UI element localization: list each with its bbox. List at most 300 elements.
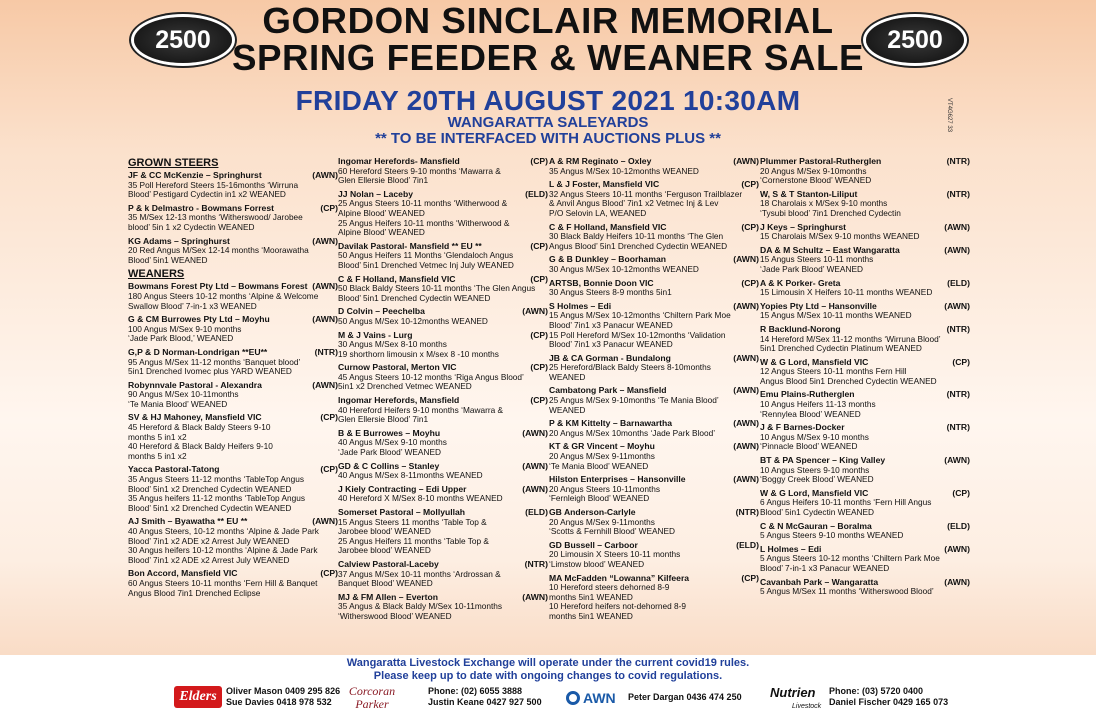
head-count-badge-right: 2500	[866, 17, 964, 63]
vendor-name: S Holmes – Edi	[549, 300, 612, 311]
lot-description: 30 Angus M/Sex 8-10 months	[338, 339, 447, 350]
lot-description: Angus Blood 5in1 Drenched Cydectin WEANED	[760, 375, 937, 386]
lot-description: 15 Angus Steers 10-11 months	[760, 254, 874, 265]
vendor-entry	[338, 484, 548, 504]
vendor-entry	[760, 455, 970, 485]
lot-description: 35 Angus M/Sex 10-12months WEANED	[549, 165, 699, 176]
vendor-name: A & K Porker- Greta	[760, 277, 841, 288]
agent-code: (ELD)	[525, 188, 548, 199]
head-count-badge-left: 2500	[134, 17, 232, 63]
vendor-header	[760, 324, 970, 335]
lot-description: Blood’ 5in1 Cydectin WEANED	[760, 507, 875, 517]
listing-column-4	[760, 156, 970, 600]
agent-code: (CP)	[741, 179, 759, 190]
lot-description: 30 Angus M/Sex 10-12months WEANED	[549, 263, 699, 274]
vendor-entry	[338, 507, 548, 556]
vendor-name: Plummer Pastoral-Rutherglen	[760, 156, 882, 166]
lot-description: Angus Blood 7in1 Drenched Eclipse	[128, 587, 261, 598]
lot-description: 40 Hereford Heifers 9-10 months ‘Mawarra &	[338, 404, 504, 415]
agent-code: (AWN)	[944, 455, 970, 466]
covid-notice-line-2: Please keep up to date with ongoing changes to covid regulations.	[373, 670, 723, 682]
vendor-name: A & RM Reginato – Oxley	[549, 156, 652, 166]
listing-column-2	[338, 156, 548, 625]
lot-description: WEANED	[549, 371, 586, 382]
lot-description: 10 Angus Heifers 11-13 months	[760, 399, 876, 410]
lot-description: ‘Cornerstone Blood’ WEANED	[760, 175, 872, 186]
lot-description: Jarobee blood’ WEANED	[338, 545, 431, 556]
vendor-name: BT & PA Spencer – King Valley	[760, 455, 886, 466]
vendor-header	[549, 507, 759, 518]
elders-contacts	[226, 686, 340, 708]
lot-description: ‘Jade Park Blood’ WEANED	[338, 447, 441, 458]
vendor-header	[128, 170, 338, 181]
title-line-1: GORDON SINCLAIR MEMORIAL	[262, 0, 834, 41]
agent-code: (CP)	[530, 395, 548, 406]
lot-description: 95 Angus M/Sex 11-12 months ‘Banquet blood’	[128, 356, 301, 367]
lot-description: months 5 in1 x2	[128, 431, 187, 442]
lot-description: 35 Angus Steers 11-12 months ‘TableTop Angus	[128, 474, 305, 485]
lot-description: ‘Jade Park Blood’ WEANED	[760, 263, 863, 274]
vendor-name: KT & GR Vincent – Moyhu	[549, 441, 655, 452]
lot-description: 10 Angus M/Sex 9-10 months	[760, 431, 869, 442]
nutrien-contact: Daniel Fischer 0429 165 073	[829, 697, 949, 707]
agent-code: (CP)	[530, 273, 548, 284]
vendor-entry	[760, 156, 970, 186]
vendor-name: GD & C Collins – Stanley	[338, 460, 440, 471]
vendor-entry	[338, 592, 548, 622]
agent-code: (CP)	[530, 362, 548, 373]
lot-description: 19 shorthorn limousin x M/sex 8 -10 months	[338, 348, 499, 359]
lot-description: ‘Limstow blood’ WEANED	[549, 558, 645, 569]
lot-description: 15 Angus Steers 11 months ‘Table Top &	[338, 516, 487, 527]
cp-logo-line-2: Parker	[355, 697, 389, 711]
lot-description: WEANED	[549, 404, 586, 415]
vendor-entry	[760, 222, 970, 242]
sale-title	[0, 2, 1096, 76]
vendor-name: C & N McGauran – Boralma	[760, 520, 872, 531]
vendor-name: Yacca Pastoral-Tatong	[128, 464, 220, 475]
vendor-name: ARTSB, Bonnie Doon VIC	[549, 277, 654, 288]
vendor-entry	[760, 389, 970, 419]
sale-venue: WANGARATTA SALEYARDS	[447, 114, 649, 131]
lot-description: 60 Angus Steers 10-11 months ‘Fern Hill & Banquet	[128, 577, 318, 588]
vendor-name: DA & M Schultz – East Wangaratta	[760, 244, 900, 255]
vendor-header	[338, 507, 548, 518]
vendor-entry	[338, 189, 548, 238]
lot-description: 5 Angus Steers 9-10 months WEANED	[760, 530, 904, 541]
agent-code: (AWN)	[312, 379, 338, 390]
lot-description: Angus Blood’ 5in1 Drenched Cydectin WEANED	[549, 240, 728, 251]
vendor-entry	[760, 324, 970, 354]
lot-description: 180 Angus Steers 10-12 months ‘Alpine & Welcome	[128, 290, 319, 301]
vendor-name: Bowmans Forest Pty Ltd – Bowmans Forest	[128, 281, 308, 292]
awn-logo	[566, 688, 622, 708]
vendor-name: W & G Lord, Mansfield VIC	[760, 356, 869, 367]
vendor-entry	[549, 385, 759, 415]
title-line-2: SPRING FEEDER & WEANER SALE	[232, 37, 864, 78]
vendor-name: Hilston Enterprises – Hansonville	[549, 474, 686, 485]
agent-code: (AWN)	[312, 235, 338, 246]
lot-description: & Anvil Angus Blood’ 7in1 x2 Vetmec Inj & Lev	[549, 198, 719, 209]
vendor-entry	[128, 464, 338, 513]
vendor-name: L & J Foster, Mansfield VIC	[549, 179, 660, 190]
vendor-name: G & CM Burrowes Pty Ltd – Moyhu	[128, 314, 270, 325]
vendor-name: GD Bussell – Carboor	[549, 539, 638, 550]
vendor-name: SV & HJ Mahoney, Mansfield VIC	[128, 412, 262, 423]
cp-contact: Justin Keane 0427 927 500	[428, 697, 542, 707]
vendor-entry	[549, 254, 759, 274]
agent-code: (ELD)	[947, 520, 970, 531]
vendor-name: JB & CA Gorman - Bundalong	[549, 352, 671, 363]
agent-code: (AWN)	[312, 516, 338, 527]
vendor-entry	[338, 428, 548, 458]
vendor-entry	[549, 474, 759, 504]
vendor-name: Emu Plains-Rutherglen	[760, 389, 855, 400]
lot-description: Blood’ Pestigard Cydectin in1 x2 WEANED	[128, 189, 286, 200]
lot-description: 15 Angus M/Sex 10-11 months WEANED	[760, 310, 912, 321]
agent-code: (AWN)	[944, 576, 970, 587]
vendor-header	[128, 347, 338, 358]
agent-code: (AWN)	[312, 281, 338, 292]
elders-contact-2: Sue Davies 0418 978 532	[226, 697, 332, 707]
vendor-name: W, S & T Stanton-Liliput	[760, 188, 858, 199]
lot-description: 40 Hereford & Black Baldy Heifers 9-10	[128, 441, 273, 452]
vendor-entry	[549, 222, 759, 252]
lot-description: 25 Angus Heifers 11 months ‘Table Top &	[338, 535, 489, 546]
vendor-name: P & k Delmastro - Bowmans Forrest	[128, 202, 274, 213]
agent-code: (CP)	[952, 487, 970, 498]
vendor-name: Curnow Pastoral, Merton VIC	[338, 362, 457, 373]
vendor-name: Robynnvale Pastoral - Alexandra	[128, 379, 262, 390]
lot-description: 12 Angus Steers 10-11 months Fern Hill	[760, 366, 907, 377]
lot-description: 32 Angus Steers 10-11 months ‘Ferguson Trailblazer	[549, 188, 743, 199]
awn-contact: Peter Dargan 0436 474 250	[628, 692, 742, 702]
vendor-entry	[128, 236, 338, 266]
vendor-entry	[760, 357, 970, 387]
lot-description: 5in1 Drenched Ivomec plus YARD WEANED	[128, 366, 292, 377]
vendor-name: J & F Barnes-Docker	[760, 422, 845, 433]
agent-code: (CP)	[320, 568, 338, 579]
lot-description: Blood’ 5in1 Drenched Cydectin WEANED	[338, 292, 491, 303]
vendor-name: Ingomar Herefords- Mansfield	[338, 156, 460, 166]
lot-description: ‘Fernleigh Blood’ WEANED	[549, 493, 650, 504]
agent-code: (AWN)	[733, 474, 759, 485]
vendor-name: Somerset Pastoral – Mollyullah	[338, 507, 466, 517]
vendor-entry	[760, 544, 970, 574]
vendor-entry	[128, 568, 338, 598]
lot-description: Blood’ 7in1 x3 Panacur WEANED	[549, 339, 673, 350]
vendor-entry	[549, 353, 759, 383]
lot-description: Blood’ 5in1 WEANED	[128, 254, 208, 265]
vendor-name: JJ Nolan – Laceby	[338, 188, 413, 199]
nutrien-logo-sub: Livestock	[792, 703, 822, 710]
lot-description: 30 Angus heifers 10-12 months ‘Alpine & Jade Park	[128, 545, 318, 556]
agent-code: (NTR)	[946, 422, 970, 433]
agent-code: (AWN)	[944, 221, 970, 232]
nutrien-logo-text: Nutrien	[770, 685, 816, 700]
lot-description: 50 Black Baldy Steers 10-11 months ‘The Glen Angus	[338, 283, 536, 294]
lot-description: 35 Angus heifers 11-12 months ‘TableTop Angus	[128, 493, 305, 504]
vendor-entry	[760, 577, 970, 597]
vendor-entry	[338, 306, 548, 326]
agent-code: (CP)	[320, 202, 338, 213]
vendor-name: Cavanbah Park – Wangaratta	[760, 576, 879, 587]
lot-description: ‘Scotts & Fernhill Blood’ WEANED	[549, 526, 676, 537]
lot-description: 10 Hereford heifers not-dehorned 8-9	[549, 601, 686, 612]
lot-description: 6 Angus Heifers 10-11 months ‘Fern Hill Angus	[760, 497, 932, 508]
vendor-entry	[549, 278, 759, 298]
vendor-name: W & G Lord, Mansfield VIC	[760, 487, 869, 498]
vendor-name: L Holmes – Edi	[760, 543, 822, 554]
lot-description: 20 Limousin X Steers 10-11 months	[549, 549, 681, 560]
lot-description: 10 Hereford steers dehorned 8-9	[549, 582, 670, 593]
lot-description: 45 Hereford & Black Baldy Steers 9-10	[128, 422, 271, 433]
lot-description: P/O Selovin LA, WEANED	[549, 207, 647, 218]
lot-description: 40 Hereford X M/Sex 8-10 months WEANED	[338, 493, 503, 504]
lot-description: 15 Charolais M/Sex 9-10 months WEANED	[760, 231, 920, 242]
vendor-entry	[760, 245, 970, 275]
vendor-name: R Backlund-Norong	[760, 323, 841, 334]
vendor-name: Ingomar Herefords, Mansfield	[338, 395, 460, 406]
agent-code: (AWN)	[522, 427, 548, 438]
lot-description: 100 Angus M/Sex 9-10 months	[128, 323, 242, 334]
lot-description: 25 Angus M/Sex 9-10months ‘Te Mania Blood’	[549, 395, 719, 406]
awn-ring-icon	[566, 691, 580, 705]
vendor-header	[760, 156, 970, 167]
agent-code: (NTR)	[946, 188, 970, 199]
agent-code: (NTR)	[946, 156, 970, 166]
vendor-entry	[338, 241, 548, 271]
agent-code: (AWN)	[522, 460, 548, 471]
lot-description: 25 Angus Heifers 10-11 months ‘Witherwood &	[338, 217, 510, 228]
lot-description: 15 Angus M/Sex 10-12months ‘Chiltern Park Moe	[549, 310, 731, 321]
lot-description: ‘Te Mania Blood’ WEANED	[549, 460, 649, 471]
vendor-entry	[128, 203, 338, 233]
vendor-name: G & B Dunkley – Boorhaman	[549, 254, 666, 265]
vendor-name: Davilak Pastoral- Mansfield ** EU **	[338, 240, 482, 251]
vendor-entry	[549, 441, 759, 471]
lot-description: ‘Te Mania Blood’ WEANED	[128, 398, 228, 409]
agent-code: (AWN)	[522, 306, 548, 317]
listing-column-1	[128, 156, 338, 601]
agent-code: (CP)	[530, 156, 548, 166]
agent-code: (AWN)	[944, 543, 970, 554]
vendor-name: C & F Holland, Mansfield VIC	[338, 273, 456, 284]
lot-description: months 5 in1 x2	[128, 450, 187, 461]
section-heading: GROWN STEERS	[128, 157, 219, 169]
lot-description: 14 Hereford M/Sex 11-12 months ‘Wirruna Blood’	[760, 333, 941, 344]
agent-code: (AWN)	[312, 170, 338, 180]
vendor-name: Yopies Pty Ltd – Hansonville	[760, 300, 877, 311]
agent-code: (NTR)	[946, 323, 970, 334]
lot-description: blood’ 5in 1 x2 Cydectin WEANED	[128, 221, 255, 232]
agent-code: (ELD)	[736, 539, 759, 550]
agent-code: (AWN)	[733, 385, 759, 396]
lot-description: 20 Angus M/Sex 9-10months	[760, 165, 867, 176]
agent-code: (CP)	[530, 240, 548, 251]
vendor-name: KG Adams – Springhurst	[128, 235, 230, 246]
awn-logo-text: AWN	[583, 690, 616, 706]
agent-code: (AWN)	[733, 352, 759, 363]
section-heading: WEANERS	[128, 268, 185, 281]
vendor-entry	[760, 278, 970, 298]
lot-description: 25 Hereford/Black Baldy Steers 8-10months	[549, 362, 711, 373]
vendor-entry	[549, 507, 759, 537]
cp-contacts	[428, 686, 542, 708]
lot-description: 60 Hereford Steers 9-10 months ‘Mawarra &	[338, 165, 501, 176]
reference-code: VT4G627 33	[946, 98, 952, 133]
lot-description: 50 Angus Heifers 11 Months ‘Glendaloch Angus	[338, 250, 514, 261]
vendor-entry	[760, 189, 970, 219]
agent-code: (AWN)	[733, 441, 759, 452]
interface-note: ** TO BE INTERFACED WITH AUCTIONS PLUS **	[375, 130, 721, 147]
vendor-name: JF & CC McKenzie – Springhurst	[128, 170, 262, 180]
vendor-name: MA McFadden “Lowanna” Kilfeera	[549, 572, 690, 583]
lot-description: Glen Ellersie Blood’ 7in1	[338, 414, 429, 425]
lot-description: 15 Limousin X Heifers 10-11 months WEANED	[760, 287, 933, 298]
lot-description: 40 Angus M/Sex 8-11months WEANED	[338, 470, 483, 481]
lot-description: ‘Jade Park Blood,’ WEANED	[128, 333, 234, 344]
vendor-entry	[128, 380, 338, 410]
agent-code: (CP)	[320, 464, 338, 475]
lot-description: ‘Rennylea Blood’ WEANED	[760, 408, 861, 419]
vendor-entry	[338, 274, 548, 304]
covid-notice-line-1: Wangaratta Livestock Exchange will operate under the current covid19 rules.	[346, 657, 750, 669]
lot-description: Banquet Blood’ WEANED	[338, 578, 433, 589]
vendor-entry	[128, 347, 338, 377]
agent-code: (AWN)	[522, 591, 548, 602]
elders-logo: Elders	[174, 686, 222, 708]
lot-description: 35 Poll Hereford Steers 15-16months ‘Wirruna	[128, 179, 299, 190]
lot-description: 20 Red Angus M/Sex 12-14 months ‘Moorawatha	[128, 245, 309, 256]
lot-description: 50 Angus M/Sex 10-12months WEANED	[338, 315, 488, 326]
vendor-name: Bon Accord, Mansfield VIC	[128, 568, 238, 579]
vendor-entry	[338, 461, 548, 481]
vendor-header	[338, 559, 548, 570]
agent-code: (AWN)	[733, 300, 759, 311]
vendor-entry	[760, 301, 970, 321]
vendor-entry	[128, 314, 338, 344]
agent-code: (CP)	[530, 329, 548, 340]
elders-contact-1: Oliver Mason 0409 295 826	[226, 686, 341, 696]
cp-logo-line-1: Corcoran	[348, 684, 396, 698]
agent-code: (CP)	[741, 277, 759, 288]
vendor-name: G,P & D Norman-Londrigan **EU**	[128, 346, 268, 357]
lot-description: 40 Angus Steers, 10-12 months ‘Alpine & Jade Park	[128, 526, 319, 536]
agent-code: (AWN)	[733, 156, 759, 166]
lot-description: 5in1 x2 Drenched Vetmec WEANED	[338, 381, 472, 392]
agent-code: (ELD)	[947, 277, 970, 288]
vendor-entry	[338, 156, 548, 186]
vendor-entry	[338, 330, 548, 360]
vendor-entry	[128, 170, 338, 200]
vendor-entry	[549, 156, 759, 176]
lot-description: 90 Angus M/Sex 10-11months	[128, 389, 239, 400]
vendor-entry	[549, 301, 759, 350]
vendor-entry	[549, 573, 759, 622]
lot-description: Blood’ 5in1 x2 Drenched Cydectin WEANED	[128, 502, 292, 513]
lot-description: 40 Angus M/Sex 9-10 months	[338, 437, 447, 448]
lot-description: 20 Angus Steers 10-11months	[549, 483, 661, 494]
sale-date: FRIDAY 20TH AUGUST 2021 10:30AM	[295, 85, 801, 116]
vendor-entry	[128, 281, 338, 311]
vendor-name: AJ Smith – Byawatha ** EU **	[128, 516, 248, 527]
lot-description: 5in1 Drenched Cydectin Platinum WEANED	[760, 343, 922, 354]
lot-description: 30 Angus Steers 8-9 months 5in1	[549, 287, 672, 298]
lot-description: months 5in1 WEANED	[549, 591, 633, 602]
vendor-name: P & KM Kittelty – Barnawartha	[549, 418, 673, 429]
corcoran-parker-logo	[343, 685, 401, 713]
lot-description: 35 M/Sex 12-13 months ‘Witherswood/ Jarobee	[128, 212, 303, 223]
lot-description: 20 Angus M/Sex 10months ‘Jade Park Blood’	[549, 427, 716, 438]
vendor-entry	[549, 179, 759, 218]
lot-description: Jarobee blood’ WEANED	[338, 526, 431, 537]
vendor-name: J Keys – Springhurst	[760, 221, 846, 232]
vendor-name: C & F Holland, Mansfield VIC	[549, 221, 667, 232]
agent-code: (AWN)	[312, 314, 338, 325]
agent-code: (CP)	[741, 221, 759, 232]
lot-description: Alpine Blood’ WEANED	[338, 227, 425, 238]
agent-code: (NTR)	[735, 507, 759, 517]
agent-code: (NTR)	[524, 558, 548, 569]
lot-description: 5 Angus M/Sex 11 months ‘Witherswood Blood’	[760, 586, 934, 597]
vendor-name: D Colvin – Peechelba	[338, 306, 425, 317]
nutrien-contacts	[829, 686, 948, 708]
vendor-name: J Kiely Contracting – Edi Upper	[338, 483, 467, 494]
lot-description: 20 Angus M/Sex 9-11months	[549, 451, 655, 462]
lot-description: 15 Poll Hereford M/Sex 10-12months ‘Validation	[549, 329, 726, 340]
vendor-entry	[549, 418, 759, 438]
vendor-entry	[128, 516, 338, 565]
cp-phone: Phone: (02) 6055 3888	[428, 686, 523, 696]
agent-code: (NTR)	[314, 346, 338, 357]
lot-description: Alpine Blood’ WEANED	[338, 207, 425, 218]
lot-description: 5 Angus Steers 10-12 months ‘Chiltern Park Moe	[760, 553, 940, 564]
lot-description: 35 Angus & Black Baldy M/Sex 10-11months	[338, 601, 503, 612]
vendor-entry	[760, 488, 970, 518]
agent-code: (AWN)	[944, 244, 970, 255]
lot-description: 18 Charolais x M/Sex 9-10 months	[760, 198, 888, 209]
lot-description: Blood’ 7in1 x2 ADE x2 Arrest July WEANED	[128, 554, 290, 565]
vendor-header	[338, 156, 548, 167]
listing-column-3	[549, 156, 759, 625]
lot-description: ‘Boggy Creek Blood’ WEANED	[760, 474, 874, 485]
vendor-name: GB Anderson-Carlyle	[549, 507, 636, 517]
vendor-name: MJ & FM Allen – Everton	[338, 591, 438, 602]
lot-description: Blood’ 7-in-1 x3 Panacur WEANED	[760, 562, 890, 573]
lot-description: 45 Angus Steers 10-12 months ‘Riga Angus Blood’	[338, 371, 524, 382]
vendor-entry	[549, 540, 759, 570]
lot-description: Blood’ 5in1 x2 Drenched Cydectin WEANED	[128, 483, 292, 494]
vendor-name: Cambatong Park – Mansfield	[549, 385, 667, 396]
vendor-entry	[338, 395, 548, 425]
lot-description: 10 Angus Steers 9-10 months	[760, 464, 870, 475]
lot-description: months 5in1 WEANED	[549, 610, 633, 621]
nutrien-phone: Phone: (03) 5720 0400	[829, 686, 924, 696]
lot-description: 25 Angus Steers 10-11 months ‘Witherwood &	[338, 198, 508, 209]
vendor-name: Calview Pastoral-Laceby	[338, 558, 439, 569]
vendor-header	[549, 156, 759, 167]
agent-code: (CP)	[320, 412, 338, 423]
lot-description: Blood’ 5in1 Drenched Vetmec Inj July WEANED	[338, 259, 514, 270]
lot-description: 37 Angus M/Sex 10-11 months ‘Ardrossan &	[338, 568, 501, 579]
vendor-entry	[338, 362, 548, 392]
agent-code: (AWN)	[733, 418, 759, 429]
agent-code: (CP)	[741, 572, 759, 583]
vendor-entry	[128, 412, 338, 461]
agent-code: (CP)	[952, 356, 970, 367]
agent-code: (ELD)	[525, 507, 548, 517]
